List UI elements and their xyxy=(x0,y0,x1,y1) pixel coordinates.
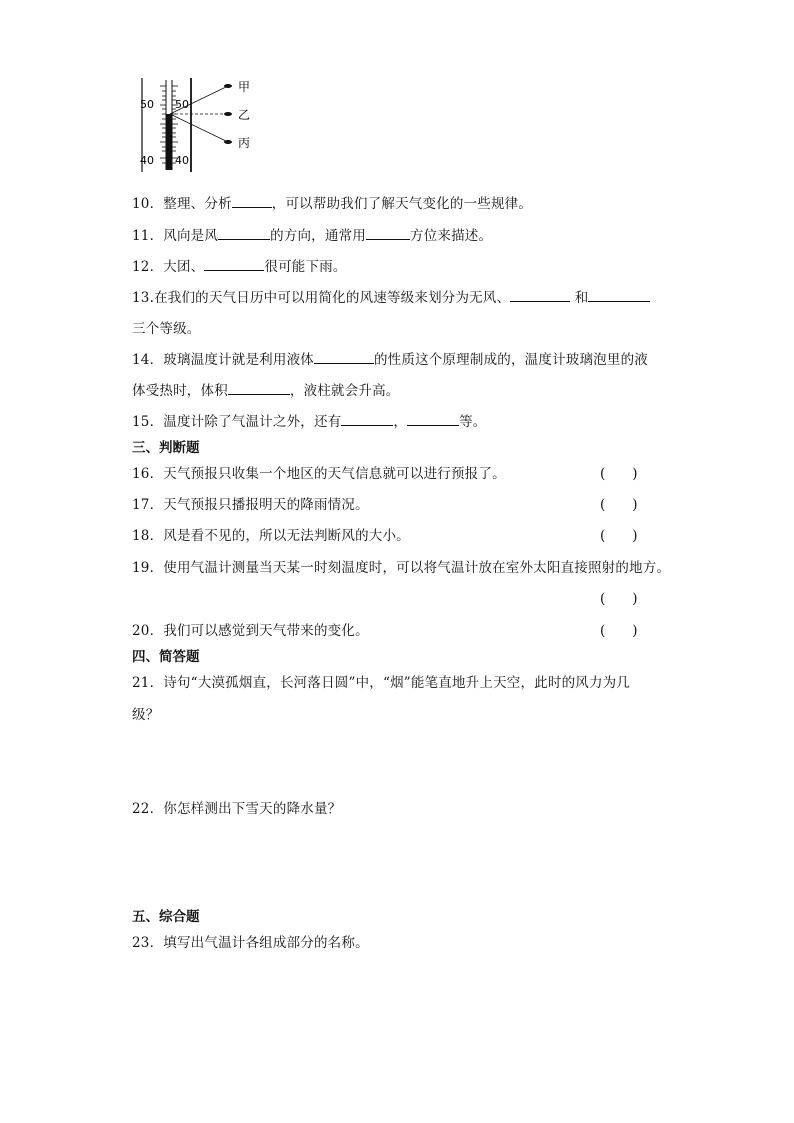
eye-yi-icon xyxy=(224,112,232,116)
question-16: 16．天气预报只收集一个地区的天气信息就可以进行预报了。 xyxy=(132,466,506,482)
q12-text-a: 12．大团、 xyxy=(132,259,205,275)
section-judgment-title: 三、判断题 xyxy=(132,440,200,456)
section-short-answer-title: 四、简答题 xyxy=(132,649,200,665)
q14-text-b: 的性质这个原理制成的，温度计玻璃泡里的液 xyxy=(373,352,648,368)
q16-answer-parens[interactable]: ( ) xyxy=(600,466,638,482)
question-10 xyxy=(132,192,532,212)
sightline-bing xyxy=(170,114,228,142)
q11-blank-1[interactable] xyxy=(218,226,270,240)
section-comprehensive-title: 五、综合题 xyxy=(132,909,200,925)
question-13 xyxy=(132,286,650,306)
question-15 xyxy=(132,410,487,430)
question-14 xyxy=(132,348,648,368)
question-18: 18．风是看不见的，所以无法判断风的大小。 xyxy=(132,528,410,544)
scale-label-top-left: 50 xyxy=(140,98,154,111)
q11-blank-2[interactable] xyxy=(366,226,410,240)
q14-text-c: 体受热时，体积 xyxy=(132,383,228,399)
q14-blank-2[interactable] xyxy=(228,381,290,395)
q20-answer-parens[interactable]: ( ) xyxy=(600,623,638,639)
q15-text-b: ， xyxy=(393,414,408,430)
q13-text-c: 三个等级。 xyxy=(132,321,201,337)
q15-text-a: 15．温度计除了气温计之外，还有 xyxy=(132,414,342,430)
label-bing: 丙 xyxy=(238,136,251,150)
q13-blank-1[interactable] xyxy=(510,288,570,302)
scale-label-bottom-right: 40 xyxy=(175,154,189,167)
question-19: 19．使用气温计测量当天某一时刻温度时，可以将气温计放在室外太阳直接照射的地方。 xyxy=(132,560,671,576)
question-22: 22．你怎样测出下雪天的降水量？ xyxy=(132,801,342,817)
eye-jia-icon xyxy=(224,84,232,88)
q13-blank-2[interactable] xyxy=(588,288,650,302)
q17-answer-parens[interactable]: ( ) xyxy=(600,497,638,513)
q19-answer-parens[interactable]: ( ) xyxy=(600,591,638,607)
q11-text-c: 方位来描述。 xyxy=(409,228,493,244)
label-yi: 乙 xyxy=(238,108,251,122)
question-20: 20．我们可以感觉到天气带来的变化。 xyxy=(132,623,369,639)
question-21-cont: 级？ xyxy=(132,707,160,723)
liquid-column xyxy=(166,114,172,170)
question-12 xyxy=(132,255,347,275)
question-13-cont xyxy=(132,317,201,337)
q11-text-b: 的方向，通常用 xyxy=(270,228,366,244)
q15-blank-2[interactable] xyxy=(407,412,459,426)
q13-text-a: 13.在我们的天气日历中可以用简化的风速等级来划分为无风、 xyxy=(132,290,511,306)
eye-bing-icon xyxy=(224,140,232,144)
q14-blank-1[interactable] xyxy=(314,350,374,364)
q10-text-a: 10．整理、分析 xyxy=(132,196,232,212)
q13-text-b: 和 xyxy=(570,290,589,306)
q14-text-a: 14．玻璃温度计就是利用液体 xyxy=(132,352,314,368)
scale-label-bottom-left: 40 xyxy=(140,154,154,167)
q12-blank[interactable] xyxy=(204,257,264,271)
question-23: 23．填写出气温计各组成部分的名称。 xyxy=(132,935,369,951)
q10-text-b: ，可以帮助我们了解天气变化的一些规律。 xyxy=(271,196,533,212)
q12-text-b: 很可能下雨。 xyxy=(264,259,347,275)
q10-blank[interactable] xyxy=(232,194,272,208)
thermometer-figure xyxy=(136,74,266,174)
q11-text-a: 11．风向是风 xyxy=(132,228,219,244)
question-21: 21．诗句“大漠孤烟直，长河落日圆”中，“烟”能笔直地升上天空，此时的风力为几 xyxy=(132,675,631,691)
q14-text-d: ，液柱就会升高。 xyxy=(289,383,400,399)
label-jia: 甲 xyxy=(238,80,251,94)
q18-answer-parens[interactable]: ( ) xyxy=(600,528,638,544)
scale-label-top-right: 50 xyxy=(175,98,189,111)
q15-text-c: 等。 xyxy=(459,414,487,430)
question-17: 17．天气预报只播报明天的降雨情况。 xyxy=(132,497,369,513)
question-14-cont xyxy=(132,379,400,399)
q15-blank-1[interactable] xyxy=(341,412,393,426)
question-11 xyxy=(132,224,492,244)
